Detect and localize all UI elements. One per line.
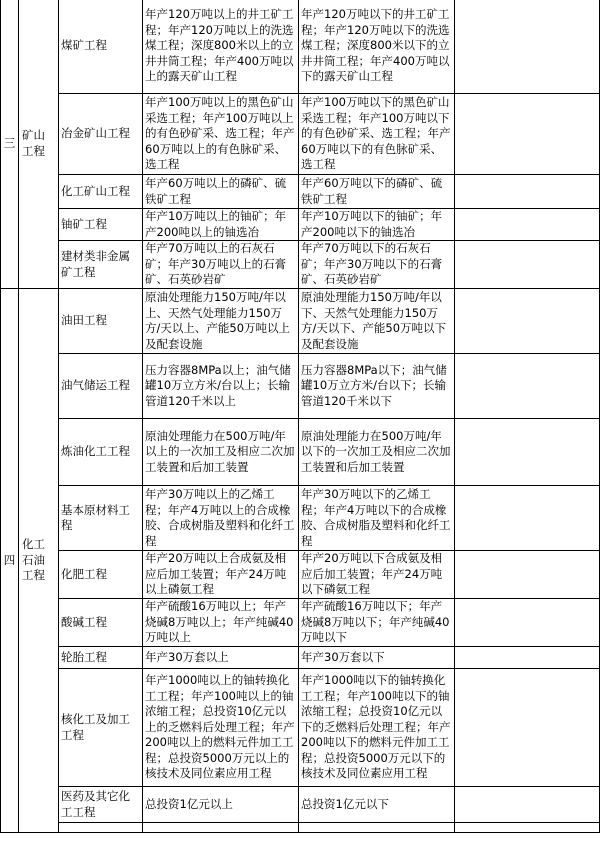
small-scale-criteria: 年产60万吨以下的磷矿、硫铁矿工程	[299, 175, 455, 209]
remarks-cell	[455, 419, 600, 486]
small-scale-criteria: 年产20万吨以下合成氨及相应后加工装置；年产24万吨以下磷氨工程	[299, 551, 455, 599]
remarks-cell	[455, 647, 600, 669]
large-scale-criteria: 年产100万吨以上的黑色矿山采选工程；年产100万吨以上的有色砂矿采、选工程；年产60万吨以上的有色脉矿采、选工程	[143, 94, 299, 175]
large-scale-criteria: 压力容器8MPa以上；油气储罐10万立方米/台以上；长输管道120千米以上	[143, 354, 299, 419]
project-name: 轮胎工程	[59, 647, 143, 669]
table-row	[1, 241, 600, 289]
project-name: 建材类非金属矿工程	[59, 241, 143, 289]
remarks-cell	[455, 0, 600, 94]
table-row	[1, 0, 600, 94]
table-row	[1, 599, 600, 647]
small-scale-criteria: 原油处理能力150万吨/年以下、天然气处理能力150万方/天以下、产能50万吨以下及配套设施	[299, 289, 455, 354]
large-scale-criteria: 年产30万套以上	[143, 647, 299, 669]
remarks-cell	[455, 599, 600, 647]
small-scale-criteria: 年产1000吨以下的铀转换化工工程；年产100吨以下的铀浓缩工程；总投资10亿元以下的乏燃料后处理工程；年产200吨以下的燃料元件加工工程；总投资5000万元以下的核技术及同位素应用工程	[299, 669, 455, 787]
project-name	[59, 823, 143, 833]
large-scale-criteria: 年产10万吨以上的铀矿；年产200吨以上的铀选冶	[143, 209, 299, 241]
remarks-cell	[455, 241, 600, 289]
project-name: 炼油化工工程	[59, 419, 143, 486]
remarks-cell	[455, 823, 600, 833]
table-row	[1, 354, 600, 419]
remarks-cell	[455, 94, 600, 175]
table-row	[1, 94, 600, 175]
small-scale-criteria: 年产70万吨以下的石灰石矿；年产30万吨以下的石膏矿、石英砂岩矿	[299, 241, 455, 289]
section-number: 四	[1, 289, 19, 833]
small-scale-criteria: 年产30万套以下	[299, 647, 455, 669]
large-scale-criteria: 年产70万吨以上的石灰石矿；年产30万吨以上的石膏矿、石英砂岩矿	[143, 241, 299, 289]
table-row	[1, 787, 600, 823]
project-name: 油田工程	[59, 289, 143, 354]
small-scale-criteria: 原油处理能力在500万吨/年以下的一次加工及相应二次加工装置和后加工装置	[299, 419, 455, 486]
large-scale-criteria: 原油处理能力在500万吨/年以上的一次加工及相应二次加工装置和后加工装置	[143, 419, 299, 486]
project-name: 铀矿工程	[59, 209, 143, 241]
small-scale-criteria: 年产30万吨以下的乙烯工程；年产4万吨以下的合成橡胶、合成树脂及塑料和化纤工程	[299, 486, 455, 551]
large-scale-criteria: 总投资1亿元以上	[143, 787, 299, 823]
project-name: 核化工及加工工程	[59, 669, 143, 787]
remarks-cell	[455, 175, 600, 209]
project-name: 冶金矿山工程	[59, 94, 143, 175]
section-category: 矿山工程	[19, 0, 59, 289]
large-scale-criteria: 年产60万吨以上的磷矿、硫铁矿工程	[143, 175, 299, 209]
project-name: 化工矿山工程	[59, 175, 143, 209]
small-scale-criteria: 年产硫酸16万吨以下；年产烧碱8万吨以下；年产纯碱40万吨以下	[299, 599, 455, 647]
large-scale-criteria: 原油处理能力150万吨/年以上、天然气处理能力150万方/天以上、产能50万吨以上及配套设施	[143, 289, 299, 354]
small-scale-criteria: 年产100万吨以下的黑色矿山采选工程；年产100万吨以下的有色砂矿采、选工程；年产60万吨以下的有色脉矿采、选工程	[299, 94, 455, 175]
small-scale-criteria: 年产10万吨以下的铀矿；年产200吨以下的铀选冶	[299, 209, 455, 241]
large-scale-criteria: 年产1000吨以上的铀转换化工工程；年产100吨以上的铀浓缩工程；总投资10亿元以上的乏燃料后处理工程；年产200吨以上的燃料元件加工工程；总投资5000万元以上的核技术及同位素应用工程	[143, 669, 299, 787]
small-scale-criteria: 年产120万吨以下的井工矿工程；年产120万吨以下的洗选煤工程；深度800米以下的立井井筒工程；年产400万吨以下的露天矿山工程	[299, 0, 455, 94]
table-row	[1, 209, 600, 241]
project-name: 基本原材料工程	[59, 486, 143, 551]
project-name: 医药及其它化工工程	[59, 787, 143, 823]
table-row	[1, 551, 600, 599]
small-scale-criteria	[299, 823, 455, 833]
table-row	[1, 289, 600, 354]
remarks-cell	[455, 209, 600, 241]
table-row	[1, 419, 600, 486]
project-name: 酸碱工程	[59, 599, 143, 647]
project-name: 化肥工程	[59, 551, 143, 599]
table-row	[1, 823, 600, 833]
large-scale-criteria: 年产120万吨以上的井工矿工程；年产120万吨以上的洗选煤工程；深度800米以上的立井井筒工程；年产400万吨以上的露天矿山工程	[143, 0, 299, 94]
remarks-cell	[455, 486, 600, 551]
remarks-cell	[455, 289, 600, 354]
project-name: 油气储运工程	[59, 354, 143, 419]
project-name: 煤矿工程	[59, 0, 143, 94]
table-row	[1, 669, 600, 787]
large-scale-criteria	[143, 823, 299, 833]
small-scale-criteria: 总投资1亿元以下	[299, 787, 455, 823]
large-scale-criteria: 年产30万吨以上的乙烯工程；年产4万吨以上的合成橡胶、合成树脂及塑料和化纤工程	[143, 486, 299, 551]
remarks-cell	[455, 669, 600, 787]
table-row	[1, 647, 600, 669]
section-number: 三	[1, 0, 19, 289]
remarks-cell	[455, 551, 600, 599]
section-category: 化工石油工程	[19, 289, 59, 833]
table-row	[1, 175, 600, 209]
large-scale-criteria: 年产20万吨以上合成氨及相应后加工装置；年产24万吨以上磷氨工程	[143, 551, 299, 599]
large-scale-criteria: 年产硫酸16万吨以上；年产烧碱8万吨以上；年产纯碱40万吨以上	[143, 599, 299, 647]
table-row	[1, 486, 600, 551]
remarks-cell	[455, 787, 600, 823]
small-scale-criteria: 压力容器8MPa以下；油气储罐10万立方米/台以下；长输管道120千米以下	[299, 354, 455, 419]
remarks-cell	[455, 354, 600, 419]
